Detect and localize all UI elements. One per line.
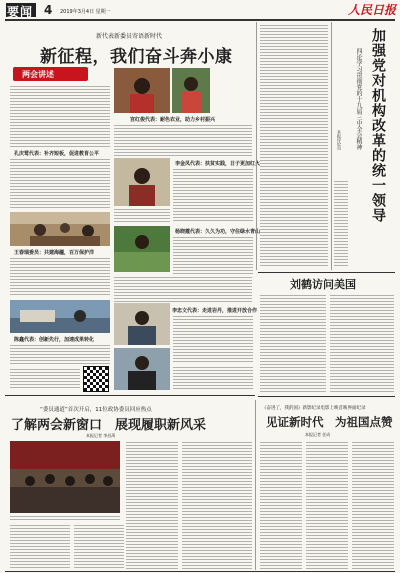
chen-photo: [114, 303, 170, 345]
gong-text: [114, 124, 252, 156]
yang-text-2: [114, 276, 252, 302]
right-col-divider: [256, 22, 257, 270]
intro-text: [10, 85, 110, 148]
right-subheadline: 四论学习贯彻党的十九届三中全会精神: [355, 48, 362, 150]
lizw-photo: [114, 348, 170, 390]
bottom-left-kicker: “委员通道”首次开启，11位政协委员回应热点: [40, 407, 152, 413]
lianghui-tag-text: 两会讲述: [22, 70, 54, 79]
commentary-text-2: [334, 180, 348, 268]
masthead-rule: [5, 19, 395, 21]
subhead-kong: 孔庆莺代表：补齐短板，促进教育公平: [14, 151, 100, 157]
subhead-yang: 杨晓霞代表：久久为功，守住绿水青山: [175, 229, 261, 235]
bottom-left-byline: 本报记者 李昌禹: [86, 433, 116, 438]
liuhe-headline: 刘鹤访问美国: [290, 278, 356, 291]
gong-photo: [114, 68, 170, 113]
subhead-chen: 陈鑫代表：创新先行，加速成果转化: [14, 337, 95, 343]
top-story-bottom-rule: [5, 395, 255, 396]
documentary-text-1: [260, 441, 302, 570]
kong-photo: [10, 212, 110, 246]
committee-text-2: [74, 524, 124, 570]
committee-photo: [10, 441, 120, 513]
lizw-text-2: [173, 366, 253, 390]
subhead-li-zhongwen: 李忠文代表：走进岩丹，推进开放合作: [172, 308, 258, 314]
gong-photo-2: [172, 68, 210, 113]
documentary-text-2: [306, 441, 348, 570]
top-headline: 新征程，我们奋斗奔小康: [40, 47, 233, 67]
li-text: [173, 168, 253, 223]
committee-text-3: [126, 441, 178, 570]
paper-logo: 人民日报: [348, 3, 397, 17]
edition-date: 2019年3月4日 星期一: [60, 9, 111, 15]
wang-text: [10, 257, 110, 297]
liuhe-top-rule: [258, 272, 395, 273]
bottom-right-kicker: 《奋进了，我的国》新影纪录电影上映首映界面纪录: [262, 406, 366, 411]
committee-text-4: [182, 441, 252, 570]
right-headline: 加强党对机构改革的统一领导: [370, 28, 386, 223]
yang-photo: [114, 226, 170, 272]
subhead-wang: 王春瑞委员：共建海疆，百万保护洋: [14, 250, 95, 256]
liuhe-text-2: [330, 294, 394, 394]
page-bottom-rule: [5, 571, 395, 572]
bottom-right-byline: 本报记者 任成: [305, 432, 331, 437]
liuhe-text-1: [260, 294, 326, 394]
qr-caption: [10, 368, 80, 388]
commentary-text-1: [260, 24, 328, 268]
commentary-divider: [331, 22, 332, 270]
bottom-divider: [255, 400, 256, 570]
bottom-right-headline: 见证新时代 为祖国点赞: [266, 415, 393, 429]
right-headline-box: [352, 28, 392, 243]
wang-photo: [10, 300, 110, 333]
committee-text-1: [10, 524, 70, 570]
top-kicker: 新代表新委员寄语新时代: [96, 33, 163, 40]
li-text-2: [114, 208, 170, 223]
kong-text: [10, 158, 110, 210]
chen-text: [10, 344, 110, 364]
yang-text: [173, 236, 253, 274]
lizw-text: [173, 315, 253, 363]
right-byline: 本报评论员: [337, 130, 342, 150]
documentary-text-3: [352, 441, 394, 570]
subhead-gong: 宫红俊代表：耐色农业，助力乡村振兴: [130, 117, 216, 123]
committee-caption: [10, 515, 120, 521]
page-number: 4: [44, 3, 53, 17]
section-name: 要闻: [7, 5, 34, 19]
qr-code: [83, 366, 109, 392]
liuhe-bottom-rule: [258, 396, 395, 397]
li-photo: [114, 158, 170, 206]
subhead-li: 李金凤代表：扶贫实践，日子更加红火: [175, 161, 261, 167]
bottom-left-headline: 了解两会新窗口 展现履职新风采: [11, 418, 207, 433]
